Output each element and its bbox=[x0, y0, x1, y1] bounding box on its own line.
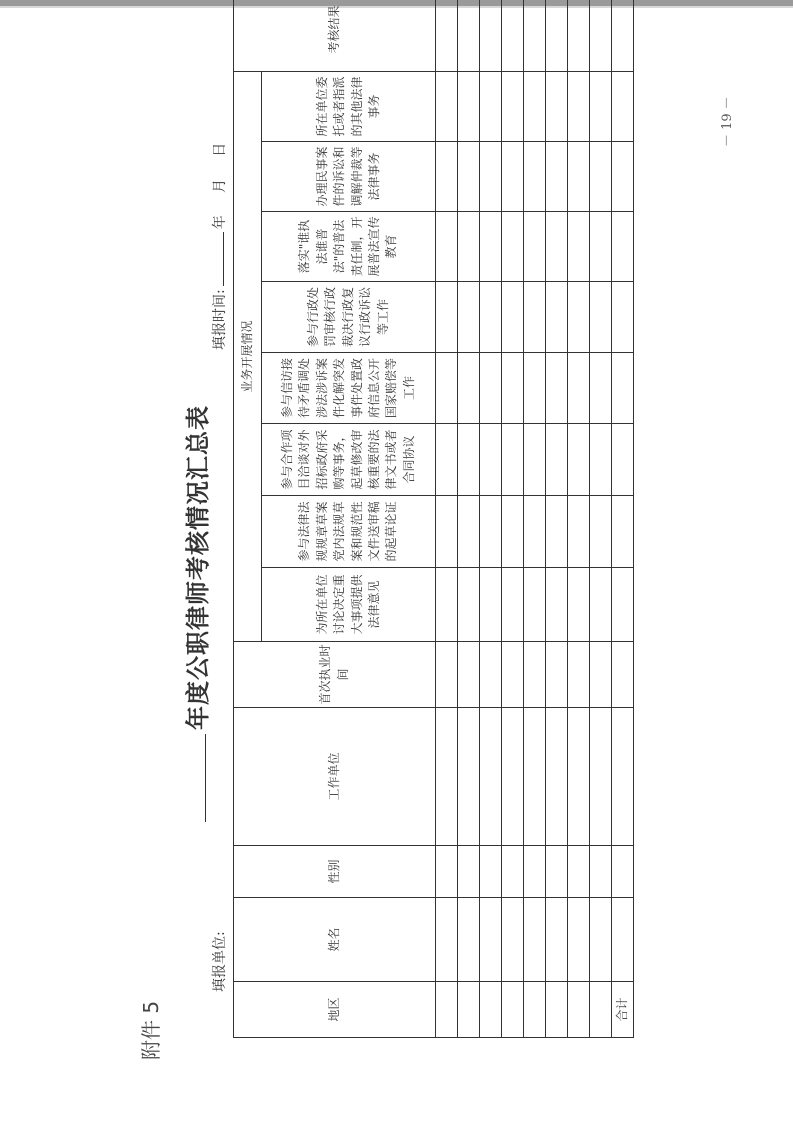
table-cell[interactable] bbox=[480, 496, 502, 568]
table-row bbox=[480, 0, 502, 1038]
table-cell[interactable] bbox=[568, 708, 590, 846]
table-cell[interactable] bbox=[612, 71, 634, 141]
table-row bbox=[546, 0, 568, 1038]
table-cell[interactable] bbox=[612, 0, 634, 71]
table-cell[interactable] bbox=[502, 708, 524, 846]
table-row bbox=[502, 0, 524, 1038]
table-cell[interactable] bbox=[436, 642, 458, 708]
table-cell[interactable] bbox=[480, 142, 502, 212]
year-blank bbox=[187, 734, 206, 822]
table-cell[interactable] bbox=[590, 212, 612, 282]
table-cell[interactable] bbox=[590, 642, 612, 708]
table-cell[interactable] bbox=[612, 898, 634, 982]
page-title bbox=[178, 405, 213, 822]
table-cell[interactable] bbox=[524, 496, 546, 568]
table-cell[interactable] bbox=[480, 424, 502, 496]
table-row bbox=[458, 0, 480, 1038]
table-cell[interactable] bbox=[502, 212, 524, 282]
table-cell[interactable] bbox=[502, 424, 524, 496]
table-cell[interactable] bbox=[436, 353, 458, 424]
table-cell[interactable] bbox=[546, 898, 568, 982]
table-cell[interactable] bbox=[568, 212, 590, 282]
table-cell[interactable] bbox=[612, 642, 634, 708]
fill-time-year: 年 bbox=[212, 215, 228, 230]
table-cell[interactable] bbox=[524, 353, 546, 424]
table-cell[interactable] bbox=[524, 424, 546, 496]
summary-table bbox=[233, 0, 634, 1038]
table-cell[interactable] bbox=[480, 353, 502, 424]
table-cell[interactable] bbox=[546, 708, 568, 846]
table-cell[interactable] bbox=[480, 708, 502, 846]
table-cell[interactable] bbox=[480, 982, 502, 1038]
table-cell[interactable] bbox=[546, 0, 568, 71]
table-cell[interactable] bbox=[436, 496, 458, 568]
table-cell[interactable] bbox=[480, 212, 502, 282]
table-cell[interactable] bbox=[590, 0, 612, 71]
col-region-header: 地区 bbox=[234, 982, 436, 1038]
business-item-header: 参与合作项目洽谈对外招标政府采购等事务，起草修改审核重要的法律文书或者合同协议 bbox=[262, 424, 436, 496]
table-cell[interactable] bbox=[590, 846, 612, 898]
table-cell[interactable] bbox=[612, 424, 634, 496]
business-item-header: 落实"谁执法谁普法"的普法责任制，开展普法宣传教育 bbox=[262, 212, 436, 282]
table-cell[interactable] bbox=[546, 282, 568, 353]
table-cell[interactable] bbox=[436, 898, 458, 982]
table-cell[interactable] bbox=[524, 708, 546, 846]
table-cell[interactable] bbox=[568, 982, 590, 1038]
fill-time-day: 日 bbox=[212, 142, 228, 157]
table-cell[interactable] bbox=[436, 71, 458, 141]
table-cell[interactable] bbox=[568, 898, 590, 982]
fill-time bbox=[209, 143, 229, 350]
table-cell[interactable] bbox=[458, 642, 480, 708]
table-cell[interactable] bbox=[568, 642, 590, 708]
table-row bbox=[590, 0, 612, 1038]
table-cell[interactable] bbox=[458, 846, 480, 898]
table-cell[interactable] bbox=[524, 142, 546, 212]
table-cell[interactable] bbox=[480, 898, 502, 982]
table-cell[interactable] bbox=[590, 568, 612, 642]
table-cell[interactable] bbox=[458, 353, 480, 424]
table-cell[interactable] bbox=[458, 0, 480, 71]
table-cell[interactable] bbox=[546, 212, 568, 282]
page-number: － 19 － bbox=[720, 96, 735, 147]
table-cell[interactable] bbox=[546, 424, 568, 496]
total-row bbox=[612, 0, 634, 1038]
table-cell[interactable] bbox=[480, 568, 502, 642]
table-row bbox=[436, 0, 458, 1038]
table-cell[interactable] bbox=[590, 708, 612, 846]
table-cell[interactable] bbox=[436, 708, 458, 846]
table-cell[interactable] bbox=[524, 982, 546, 1038]
table-cell[interactable] bbox=[590, 353, 612, 424]
table-cell[interactable] bbox=[502, 71, 524, 141]
table-cell[interactable] bbox=[458, 282, 480, 353]
table-cell[interactable] bbox=[568, 282, 590, 353]
table-cell[interactable] bbox=[480, 642, 502, 708]
table-cell[interactable] bbox=[568, 353, 590, 424]
table-cell[interactable] bbox=[524, 642, 546, 708]
table-cell[interactable] bbox=[612, 282, 634, 353]
table-cell[interactable] bbox=[590, 71, 612, 141]
table-cell[interactable] bbox=[436, 568, 458, 642]
table-cell[interactable] bbox=[480, 846, 502, 898]
table-cell[interactable] bbox=[502, 568, 524, 642]
table-cell[interactable] bbox=[436, 282, 458, 353]
table-cell[interactable] bbox=[612, 708, 634, 846]
business-item-header: 为所在单位讨论决定重大事项提供法律意见 bbox=[262, 568, 436, 642]
table-cell[interactable] bbox=[502, 642, 524, 708]
table-cell[interactable] bbox=[568, 846, 590, 898]
table-cell[interactable] bbox=[546, 982, 568, 1038]
table-cell[interactable] bbox=[436, 424, 458, 496]
table-cell[interactable] bbox=[590, 898, 612, 982]
table-cell[interactable] bbox=[568, 568, 590, 642]
table-cell[interactable] bbox=[524, 212, 546, 282]
table-cell[interactable] bbox=[502, 846, 524, 898]
table-cell[interactable] bbox=[458, 982, 480, 1038]
table-cell[interactable] bbox=[590, 142, 612, 212]
table-cell[interactable] bbox=[436, 142, 458, 212]
table-cell[interactable] bbox=[524, 568, 546, 642]
title-text: 年度公职律师考核情况汇总表 bbox=[183, 405, 212, 730]
table-cell[interactable] bbox=[458, 568, 480, 642]
business-item-header: 参与行政处罚审核行政裁决行政复议行政诉讼等工作 bbox=[262, 282, 436, 353]
table-cell[interactable] bbox=[546, 353, 568, 424]
table-cell[interactable] bbox=[436, 982, 458, 1038]
table-cell[interactable] bbox=[502, 982, 524, 1038]
fill-unit-label: 填报单位: bbox=[212, 931, 228, 992]
table-cell[interactable] bbox=[568, 71, 590, 141]
table-cell[interactable] bbox=[612, 212, 634, 282]
table-cell[interactable] bbox=[502, 282, 524, 353]
col-gender-header: 性别 bbox=[234, 846, 436, 898]
table-cell[interactable] bbox=[546, 142, 568, 212]
table-cell[interactable] bbox=[524, 0, 546, 71]
table-cell[interactable] bbox=[524, 282, 546, 353]
table-cell[interactable] bbox=[458, 496, 480, 568]
business-item-header: 所在单位委托或者指派的其他法律事务 bbox=[262, 71, 436, 141]
table-cell[interactable] bbox=[546, 71, 568, 141]
table-cell[interactable] bbox=[458, 142, 480, 212]
table-cell[interactable] bbox=[546, 568, 568, 642]
table-cell[interactable] bbox=[568, 424, 590, 496]
table-cell[interactable] bbox=[612, 353, 634, 424]
table-cell[interactable] bbox=[524, 898, 546, 982]
table-cell[interactable] bbox=[546, 846, 568, 898]
fill-time-month: 月 bbox=[212, 179, 228, 194]
table-cell[interactable] bbox=[590, 282, 612, 353]
table-cell[interactable] bbox=[480, 0, 502, 71]
table-cell[interactable] bbox=[458, 898, 480, 982]
table-cell[interactable] bbox=[458, 424, 480, 496]
table-cell[interactable] bbox=[502, 353, 524, 424]
col-result-header: 考核结果 bbox=[234, 0, 436, 71]
col-name-header: 姓名 bbox=[234, 898, 436, 982]
attachment-label: 附件 5 bbox=[139, 1000, 163, 1060]
header-row-1 bbox=[234, 0, 262, 1038]
table-cell[interactable] bbox=[568, 0, 590, 71]
table-cell[interactable] bbox=[546, 642, 568, 708]
fill-time-label: 填报时间: bbox=[212, 289, 228, 350]
table-cell[interactable] bbox=[590, 982, 612, 1038]
table-cell[interactable] bbox=[480, 282, 502, 353]
table-cell[interactable] bbox=[458, 212, 480, 282]
table-cell[interactable] bbox=[458, 71, 480, 141]
business-item-header: 办理民事案件的诉讼和调解仲裁等法律事务 bbox=[262, 142, 436, 212]
table-cell[interactable] bbox=[436, 846, 458, 898]
table-row bbox=[568, 0, 590, 1038]
total-label: 合计 bbox=[612, 982, 634, 1038]
table-cell[interactable] bbox=[524, 71, 546, 141]
col-workplace-header: 工作单位 bbox=[234, 708, 436, 846]
business-item-header: 参与法律法规规章草案党内法规草案和规范性文件送审稿的起草论证 bbox=[262, 496, 436, 568]
col-business-header: 业务开展情况 bbox=[234, 71, 262, 641]
table-cell[interactable] bbox=[502, 496, 524, 568]
fill-time-blank bbox=[211, 232, 224, 286]
table-cell[interactable] bbox=[524, 846, 546, 898]
table-cell[interactable] bbox=[502, 142, 524, 212]
table-cell[interactable] bbox=[612, 496, 634, 568]
table-cell[interactable] bbox=[502, 898, 524, 982]
table-row bbox=[524, 0, 546, 1038]
table-cell[interactable] bbox=[436, 0, 458, 71]
table-cell[interactable] bbox=[458, 708, 480, 846]
table-cell[interactable] bbox=[568, 496, 590, 568]
table-cell[interactable] bbox=[590, 496, 612, 568]
table-cell[interactable] bbox=[590, 424, 612, 496]
business-item-header: 参与信访接待矛盾调处涉法涉诉案件化解突发事件处置政府信息公开国家赔偿等工作 bbox=[262, 353, 436, 424]
table-cell[interactable] bbox=[546, 496, 568, 568]
table-cell[interactable] bbox=[480, 71, 502, 141]
col-first-practice-header: 首次执业时间 bbox=[234, 642, 436, 708]
table-cell[interactable] bbox=[612, 846, 634, 898]
table-cell[interactable] bbox=[568, 142, 590, 212]
table-cell[interactable] bbox=[612, 142, 634, 212]
table-cell[interactable] bbox=[612, 568, 634, 642]
table-cell[interactable] bbox=[502, 0, 524, 71]
table-cell[interactable] bbox=[436, 212, 458, 282]
